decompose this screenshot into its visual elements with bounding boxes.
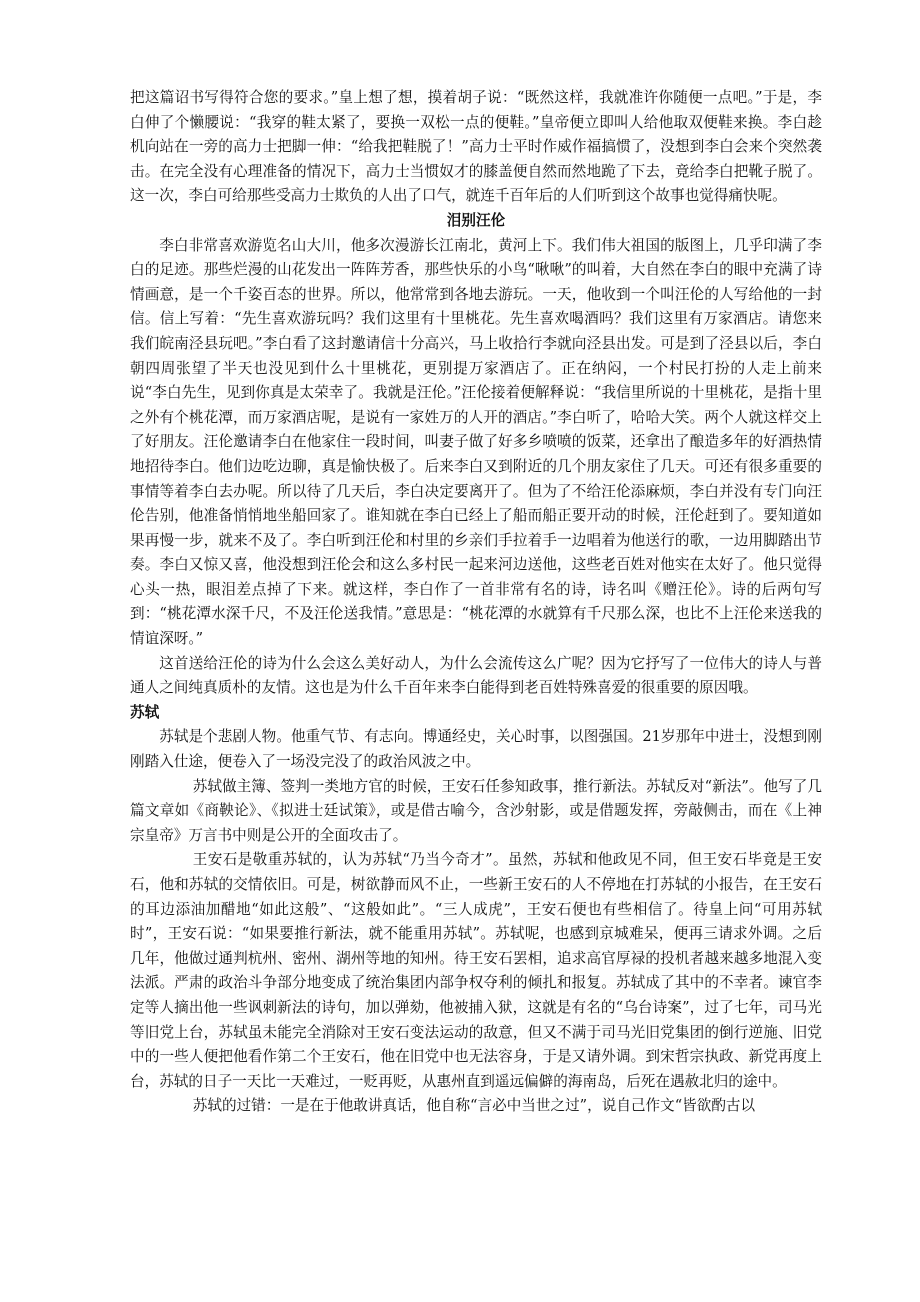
story3-paragraph-3: 王安石是敬重苏轼的，认为苏轼“乃当今奇才”。虽然，苏轼和他政见不同，但王安石毕竟是王安石，他和苏轼的交情依旧。可是，树欲静而风不止，一些新王安石的人不停地在打苏轼的小报告，在王安石的耳边添油加醋地“如此这般”、“这般如此”。“三人成虎”，王安石便也有些相信了。待皇上问“可用苏轼时”，王安石说：“如果要推行新法，就不能重用苏轼”。苏轼呢，也感到京城难呆，便再三请求外调。之后几年，他做过通判杭州、密州、湖州等地的知州。待王安石罢相，追求高官厚禄的投机者越来越多地混入变法派。严肃的政治斗争部分地变成了统治集团内部争权夺利的倾扎和报复。苏轼成了其中的不幸者。谏官李定等人摘出他一些讽刺新法的诗句，加以弹劾，他被捕入狱，这就是有名的“乌台诗案”，过了七年，司马光等旧党上台，苏轼虽未能完全消除对王安石变法运动的敌意，但又不满于司马光旧党集团的倒行逆施、旧党中的一些人便把他看作第二个王安石，他在旧党中也无法容身，于是又请外调。到宋哲宗执政、新党再度上台，苏轼的日子一天比一天难过，一贬再贬，从惠州直到遥远偏僻的海南岛，后死在遇赦北归的途中。 [130, 851, 822, 1090]
story3-title: 苏轼 [130, 703, 160, 721]
story2-title: 泪别汪伦 [446, 211, 506, 229]
story3-paragraph-1: 苏轼是个悲剧人物。他重气节、有志向。博通经史，关心时事，以图强国。21岁那年中进士，没想到刚刚踏入仕途，便卷入了一场没完没了的政治风波之中。 [130, 728, 822, 771]
story2-paragraph-2: 这首送给汪伦的诗为什么会这么美好动人，为什么会流传这么广呢？因为它抒写了一位伟大的诗人与普通人之间纯真质朴的友情。这也是为什么千百年来李白能得到老百姓特殊喜爱的很重要的原因哦。 [130, 654, 822, 697]
story2-paragraph-1: 李白非常喜欢游览名山大川，他多次漫游长江南北，黄河上下。我们伟大祖国的版图上，几乎印满了李白的足迹。那些烂漫的山花发出一阵阵芳香，那些快乐的小鸟“啾啾”的叫着，大自然在李白的眼中充满了诗情画意，是一个千姿百态的世界。所以，他常常到各地去游玩。一天，他收到一个叫汪伦的人写给他的一封信。信上写着：“先生喜欢游玩吗？我们这里有十里桃花。先生喜欢喝酒吗？我们这里有万家酒店。请您来我们皖南泾县玩吧。”李白看了这封邀请信十分高兴，马上收拾行李就向泾县出发。可是到了泾县以后，李白朝四周张望了半天也没见到什么十里桃花，更别提万家酒店了。正在纳闷，一个村民打扮的人走上前来说“李白先生，见到你真是太荣幸了。我就是汪伦。”汪伦接着便解释说：“我信里所说的十里桃花，是指十里之外有个桃花潭，而万家酒店呢，是说有一家姓万的人开的酒店。”李白听了，哈哈大笑。两个人就这样交上了好朋友。汪伦邀请李白在他家住一段时间，叫妻子做了好多乡喷喷的饭菜，还拿出了酿造多年的好酒热情地招待李白。他们边吃边聊，真是愉快极了。后来李白又到附近的几个朋友家住了几天。可还有很多重要的事情等着李白去办呢。所以待了几天后，李白决定要离开了。但为了不给汪伦添麻烦，李白并没有专门向汪伦告别，他准备悄悄地坐船回家了。谁知就在李白已经上了船而船正要开动的时候，汪伦赶到了。要知道如果再慢一步，就来不及了。李白听到汪伦和村里的乡亲们手拉着手一边唱着为他送行的歌，一边用脚踏出节奏。李白又惊又喜，他没想到汪伦会和这么多村民一起来河边送他，这些老百姓对他实在太好了。他只觉得心头一热，眼泪差点掉了下来。就这样，李白作了一首非常有名的诗，诗名叫《赠汪伦》。诗的后两句写到：“桃花潭水深千尺，不及汪伦送我情。”意思是：“桃花潭的水就算有千尺那么深，也比不上汪伦来送我的情谊深呀。” [130, 236, 822, 648]
document-page [130, 86, 822, 1119]
story3-paragraph-2: 苏轼做主簿、签判一类地方官的时候，王安石任参知政事，推行新法。苏轼反对“新法”。他写了几篇文章如《商鞅论》、《拟进士廷试策》，或是借古喻今，含沙射影，或是借题发挥，旁敲侧击，而在《上神宗皇帝》万言书中则是公开的全面攻击了。 [130, 777, 822, 844]
story1-closing-paragraph: 把这篇诏书写得符合您的要求。”皇上想了想，摸着胡子说：“既然这样，我就准许你随便一点吧。”于是，李白伸了个懒腰说：“我穿的鞋太紧了，要换一双松一点的便鞋。”皇帝便立即叫人给他取双便鞋来换。李白趁机向站在一旁的高力士把脚一伸：“给我把鞋脱了！”高力士平时作威作福搞惯了，没想到李白会来个突然袭击。在完全没有心理准备的情况下，高力士当惯奴才的膝盖便自然而然地跪了下去，竟给李白把靴子脱了。这一次，李白可给那些受高力士欺负的人出了口气，就连千百年后的人们听到这个故事也觉得痛快呢。 [130, 89, 822, 205]
story3-paragraph-4: 苏轼的过错：一是在于他敢讲真话，他自称“言必中当世之过”，说自己作文“皆欲酌古以 [192, 1097, 756, 1115]
